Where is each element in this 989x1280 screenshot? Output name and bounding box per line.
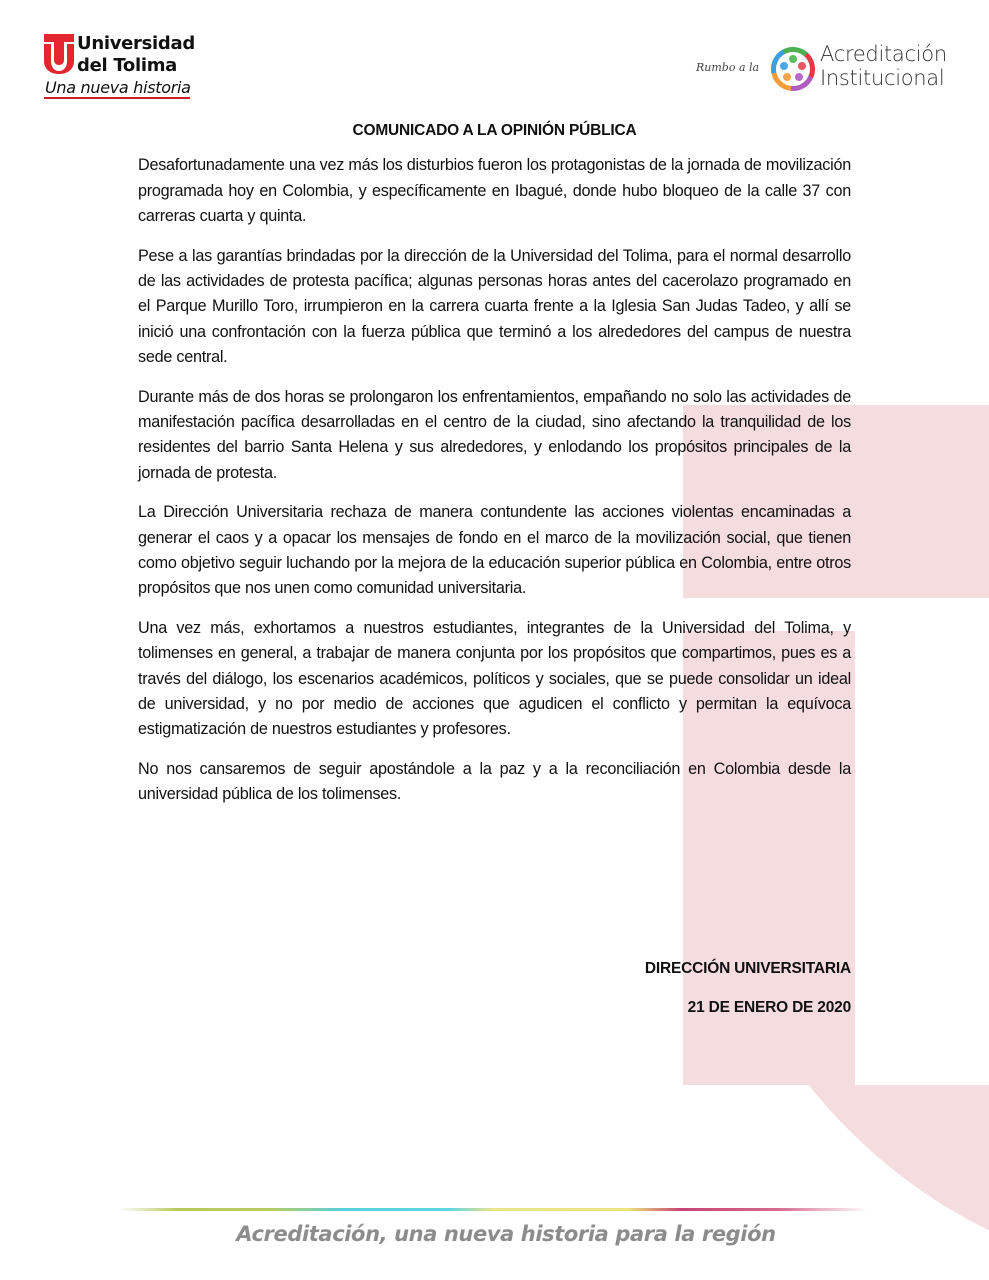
watermark-inner-cutout bbox=[875, 598, 989, 1085]
ut-shield-icon bbox=[44, 34, 74, 74]
tagline-underline bbox=[44, 97, 190, 99]
document-body bbox=[138, 114, 851, 822]
paragraph-2: Pese a las garantías brindadas por la dirección de la Universidad del Tolima, para el normal desarrollo de las actividades de protesta pacífica; algunas personas horas antes del cacerolazo programado en el Parque Murillo Toro, irrumpieron en la carrera cuarta frente a la Iglesia San Judas Tadeo, y allí se inició una confrontación con la fuerza pública que terminó a los alrededores del campus de nuestra sede central. bbox=[138, 246, 851, 366]
paragraph-1: Desafortunadamente una vez más los disturbios fueron los protagonistas de la jornada de movilización programada hoy en Colombia, y específicamente en Ibagué, donde hubo bloqueo de la calle 37 con carreras cuarta y quinta. bbox=[138, 156, 851, 225]
university-name bbox=[77, 33, 195, 77]
university-name-line2: del Tolima bbox=[77, 55, 178, 76]
university-tagline: Una nueva historia bbox=[45, 78, 191, 97]
watermark-inner-rect-gap bbox=[855, 598, 875, 1085]
footer-gradient-divider bbox=[118, 1208, 868, 1211]
document-title: COMUNICADO A LA OPINIÓN PÚBLICA bbox=[352, 122, 637, 139]
accreditation-prefix: Rumbo a la bbox=[696, 61, 760, 74]
signature: DIRECCIÓN UNIVERSITARIA bbox=[644, 960, 851, 977]
footer-slogan: Acreditación, una nueva historia para la región bbox=[236, 1222, 776, 1246]
paragraph-5: Una vez más, exhortamos a nuestros estudiantes, integrantes de la Universidad del Tolima, y tolimenses en general, a trabajar de manera conjunta por los propósitos que compartimos, pues es a través del diálogo, los escenarios académicos, políticos y sociales, que se puede consolidar un ideal de universidad, y no por medio de acciones que agudicen el conflicto y permitan la equívoca estigmatización de nuestros estudiantes y profesores. bbox=[138, 619, 851, 739]
accreditation-title bbox=[820, 42, 947, 90]
accreditation-line1: Acreditación bbox=[820, 42, 947, 66]
university-logo-mark bbox=[44, 34, 74, 79]
document-date: 21 DE ENERO DE 2020 bbox=[687, 999, 851, 1016]
paragraph-4: La Dirección Universitaria rechaza de manera contundente las acciones violentas encaminadas a generar el caos y a opacar los mensajes de fondo en el marco de la movilización social, que tienen como objetivo seguir luchando por la mejora de la educación superior pública en Colombia, entre otros propósitos que nos unen como comunidad universitaria. bbox=[138, 503, 851, 598]
paragraph-6: No nos cansaremos de seguir apostándole a la paz y a la reconciliación en Colombia desde la universidad pública de los tolimenses. bbox=[138, 760, 851, 804]
accreditation-circle-icon bbox=[770, 46, 816, 97]
paragraph-3: Durante más de dos horas se prolongaron los enfrentamientos, empañando no solo las actividades de manifestación pacífica desarrolladas en el centro de la ciudad, sino afectando la tranquilidad de los residentes del barrio Santa Helena y sus alrededores, y enlodando los propósitos principales de la jornada de protesta. bbox=[138, 387, 851, 482]
university-name-line1: Universidad bbox=[77, 33, 195, 54]
accreditation-line2: Institucional bbox=[820, 66, 945, 90]
